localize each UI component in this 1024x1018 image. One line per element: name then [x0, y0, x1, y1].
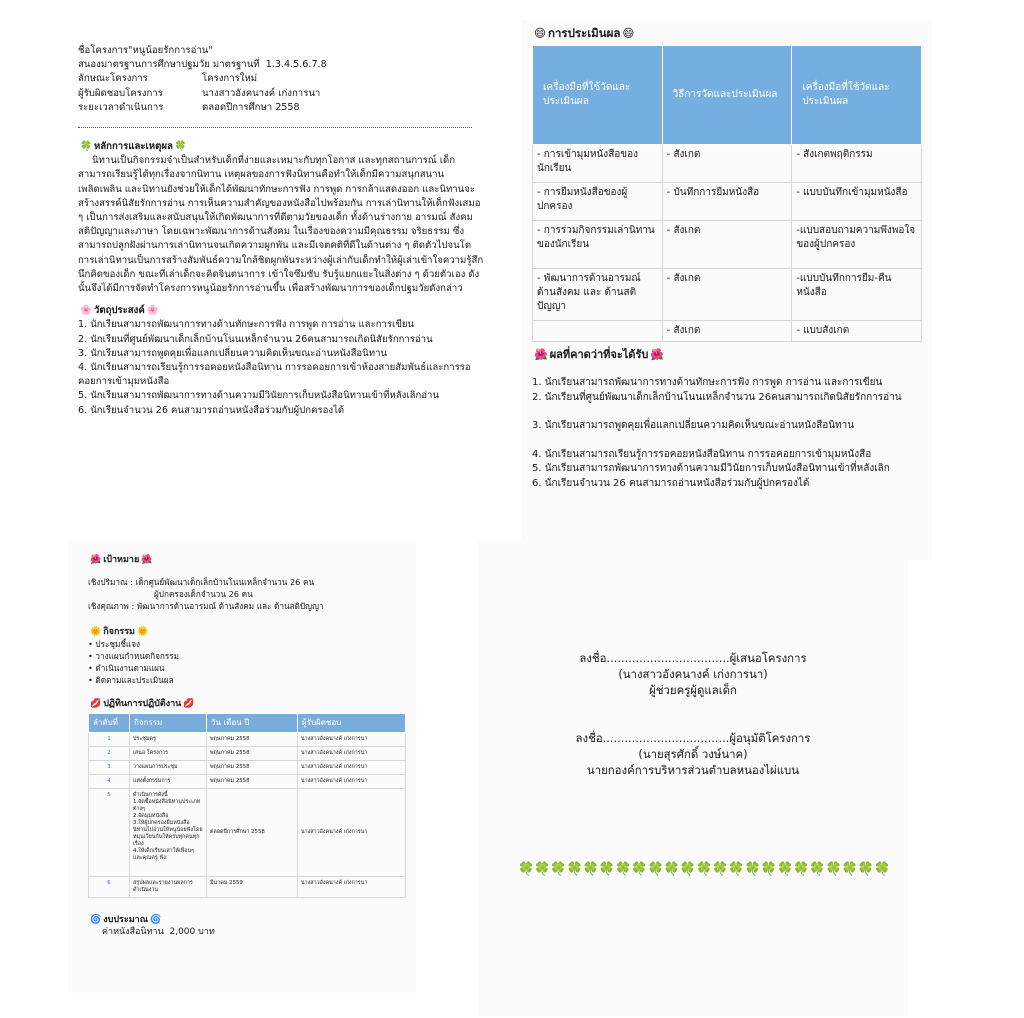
list-item: 1. นักเรียนสามารถพัฒนาการทางด้านทักษะการฟัง การพูด การอ่าน และการเขียน — [78, 319, 415, 331]
dotted-divider — [78, 127, 472, 128]
goals-page — [68, 540, 416, 993]
lips-icon: 💋 — [90, 699, 102, 709]
table-row — [533, 182, 922, 220]
table-cell: - การเข้ามุมหนังสือของนักเรียน — [533, 144, 663, 182]
list-item: 5. นักเรียนสามารถพัฒนาการทางด้านความมีวินัยการเก็บหนังสือนิทานเข้าที่หลังเลิกอ่าน — [78, 390, 440, 402]
smile-icon: 😄 — [622, 26, 635, 40]
evaluation-table — [532, 45, 922, 342]
principle-text: นิทานเป็นกิจกรรมจำเป็นสำหรับเด็กที่ง่ายและเหมาะกับทุกโอกาส และทุกสถานการณ์ เด็กสามารถเรียนรู้ได้ทุกเรื่องจากนิทาน เหตุผลของการฟังนิทานคือทำให้เด็กมีความสนุกสนาน เพลิดเพลิน และนิทานยังช่วยให้เด็กได้พัฒนาทักษะการฟัง การพูด การกล้าแสดงออก และนิทานจะสร้างสรรค์นิสัยรักการอ่าน การเห็นความสำคัญของหนังสือไปพร้อมกัน การเล่านิทานให้เด็กฟังเสมอ ๆ เป็นการส่งเสริมและสนับสนุนให้เกิดพัฒนาการที่ดีตามวัยของเด็ก ทั้งด้านร่างกาย อารมณ์ สังคม สติปัญญาและภาษา โดยเฉพาะพัฒนาการด้านสังคม ในเรื่องของความมีคุณธรรม จริยธรรม ซึ่งสามารถปลูกฝังผ่านการเล่านิทานจนเกิดความผูกพัน และมีเจตคติที่ดีในด้านต่าง ๆ ติดตัวไปจนโต การเล่านิทานเป็นการสร้างสัมพันธ์ความใกล้ชิดผูกพันระหว่างผู้เล่ากับเด็กทำให้ผู้เล่าเข้าใจความรู้สึกนึกคิดของเด็ก ขณะที่เล่าเด็กจะคิดจินตนาการ เข้าใจซึมซับ รับรู้แยกแยะในสิ่งต่าง ๆ ด้วยตัวเอง ดังนั้นจึงได้มีการจัดทำโครงการหนูน้อยรักการอ่านขึ้น เพื่อสร้างพัฒนาการของเด็กปฐมวัยดังกล่าว — [78, 155, 484, 295]
signer-position: นายกองค์การบริหารส่วนตำบลหนองไผ่แบน — [586, 763, 800, 777]
list-item: 4. นักเรียนสามารถเรียนรู้การรอคอยหนังสือนิทาน การรอคอยการเข้าห้องสายสัมพันธ์และการรอคอยการเข้ามุมหนังสือ — [78, 362, 471, 388]
list-item: 2. นักเรียนที่ศูนย์พัฒนาเด็กเล็กบ้านโนนเหล็กจำนวน 26คนสามารถเกิดนิสัยรักการอ่าน — [78, 333, 433, 345]
list-item: 3. นักเรียนสามารถพูดคุยเพื่อแลกเปลี่ยนความคิดเห็นขณะอ่านหนังสือนิทาน — [532, 420, 855, 431]
list-item: 1. นักเรียนสามารถพัฒนาการทางด้านทักษะการฟัง การพูด การอ่าน และการเขียน — [532, 377, 883, 388]
table-row: 3 วางแผนการประชุม พฤษภาคม 2558 นางสาวอังคนางค์ เก่งการนา — [89, 761, 406, 775]
schedule-table — [88, 713, 406, 898]
signature-page — [478, 540, 908, 1016]
hibiscus-icon: 🌺 — [90, 555, 102, 565]
list-item: • ติดตามและประเมินผล — [88, 675, 174, 685]
table-cell: - สังเกตพฤติกรรม — [792, 144, 922, 182]
goal-heading: 🌺 เป้าหมาย 🌺 — [90, 555, 153, 565]
info-row — [78, 44, 488, 58]
activity-heading: 🌞 กิจกรรม 🌞 — [90, 627, 149, 637]
list-item: 6. นักเรียนจำนวน 26 คนสามารถอ่านหนังสือร่วมกับผู้ปกครองได้ — [532, 477, 810, 489]
clover-icon: 🍀 — [174, 141, 187, 153]
goal-quantity: เชิงปริมาณ : เด็กศูนย์พัฒนาเด็กเล็กบ้านโนนเหล็กจำนวน 26 คน — [88, 577, 315, 587]
table-cell — [533, 320, 663, 341]
cyclone-icon: 🌀 — [150, 915, 162, 925]
lips-icon: 💋 — [183, 699, 195, 709]
table-cell: - สังเกต — [662, 220, 792, 268]
smile-icon: 😄 — [534, 26, 546, 40]
table-row: 5 ดำเนินการดังนี้ 1.จัดซื้อหนังสือนิทานประเภทต่างๆ 2.จัดมุมหนังสือ 3.ให้ผู้ปกครองยืมหนังสือนิทานไปอ่านให้หนูน้อยฟังโดยหมุนเวียนกันให้ครบทุกคนทุกเรื่อง 4.ให้เด็กเรียนเล่าให้เพื่อนๆและคุณครู ฟัง ตลอดปีการศึกษา 2558 นางสาวอังคนางค์ เก่งการนา — [89, 789, 406, 877]
table-cell: - พัฒนาการด้านอารมณ์ ด้านสังคม และ ด้านสติปัญญา — [533, 268, 663, 320]
info-value: นางสาวอังคนางค์ เก่งการนา — [202, 87, 321, 99]
table-cell: - บันทึกการยืมหนังสือ — [662, 182, 792, 220]
budget-line: ค่าหนังสือนิทาน 2,000 บาท — [102, 927, 215, 937]
table-cell: - สังเกต — [662, 320, 792, 341]
budget-heading: 🌀 งบประมาณ 🌀 — [90, 915, 162, 925]
signature-line: ลงชื่อ...................................ผู้อนุมัติโครงการ — [575, 731, 811, 745]
info-label: ผู้รับผิดชอบโครงการ — [78, 87, 163, 99]
clover-border: 🍀🍀🍀🍀🍀🍀🍀🍀🍀🍀🍀🍀🍀🍀🍀🍀🍀🍀🍀🍀🍀🍀🍀 — [518, 862, 891, 877]
hibiscus-icon: 🌺 — [650, 347, 665, 361]
approver-signature — [478, 730, 908, 778]
info-value: โครงการใหม่ — [202, 73, 258, 85]
list-item: • ประชุมชี้แจง — [88, 639, 141, 649]
info-label: ชื่อโครงการ"หนูน้อยรักการอ่าน" — [78, 45, 213, 56]
info-label: สนองมาตรฐานการศึกษาปฐมวัย มาตรฐานที่ — [78, 59, 260, 71]
table-row — [533, 320, 922, 341]
list-item: 6. นักเรียนจำนวน 26 คนสามารถอ่านหนังสือร่วมกับผู้ปกครองได้ — [78, 404, 345, 416]
table-cell: - แบบสังเกต — [792, 320, 922, 341]
table-header: ผู้รับผิดชอบ — [297, 714, 405, 733]
table-cell: - แบบบันทึกเข้ามุมหนังสือ — [792, 182, 922, 220]
principle-heading: 🍀 หลักการและเหตุผล 🍀 — [78, 140, 488, 154]
table-row — [533, 144, 922, 182]
table-cell: - สังเกต — [662, 144, 792, 182]
sun-icon: 🌞 — [90, 627, 102, 637]
evaluation-page — [522, 20, 932, 560]
table-row: 6 สรุปผลและรายงานผลการดำเนินงาน มีนาคม 2559 นางสาวอังคนางค์ เก่งการนา — [89, 877, 406, 898]
list-item: 2. นักเรียนที่ศูนย์พัฒนาเด็กเล็กบ้านโนนเหล็กจำนวน 26คนสามารถเกิดนิสัยรักการอ่าน — [532, 391, 902, 403]
table-row — [533, 220, 922, 268]
signer-position: ผู้ช่วยครูผู้ดูแลเด็ก — [649, 683, 737, 697]
results-heading: 🌺 ผลที่คาดว่าที่จะได้รับ 🌺 — [534, 347, 665, 361]
signature-line: ลงชื่อ..................................ผู้เสนอโครงการ — [579, 651, 807, 665]
results-list — [532, 376, 922, 491]
table-row: 1 ประชุมครู พฤษภาคม 2558 นางสาวอังคนางค์ เก่งการนา — [89, 733, 406, 747]
table-cell: - การร่วมกิจกรรมเล่านิทานของนักเรียน — [533, 220, 663, 268]
info-label: ระยะเวลาดำเนินการ — [78, 101, 164, 113]
signer-name: (นางสาวอังคนางค์ เก่งการนา) — [618, 667, 768, 681]
list-item: 3. นักเรียนสามารถพูดคุยเพื่อแลกเปลี่ยนความคิดเห็นขณะอ่านหนังสือนิทาน — [78, 347, 388, 359]
list-item: 4. นักเรียนสามารถเรียนรู้การรอคอยหนังสือนิทาน การรอคอยการเข้ามุมหนังสือ — [532, 448, 872, 460]
goal-quantity-2: ผู้ปกครองเด็กจำนวน 26 คน — [154, 589, 253, 599]
hibiscus-icon: 🌺 — [534, 347, 548, 361]
table-row: 2 เสนอ โครงการ พฤษภาคม 2558 นางสาวอังคนางค์ เก่งการนา — [89, 747, 406, 761]
info-row — [78, 101, 488, 115]
table-header: ลำดับที่ — [89, 714, 130, 733]
table-cell: - การยืมหนังสือของผู้ปกครอง — [533, 182, 663, 220]
list-item: 5. นักเรียนสามารถพัฒนาการทางด้านความมีวินัยการเก็บหนังสือนิทานเข้าที่หลังเลิก — [532, 463, 890, 474]
project-info — [78, 44, 488, 115]
objective-heading: 🌸 วัตถุประสงค์ 🌸 — [78, 304, 488, 318]
info-value: ตลอดปีการศึกษา 2558 — [202, 101, 300, 113]
eval-heading: 😄 การประเมินผล 😄 — [534, 26, 635, 40]
table-cell: -แบบบันทึกการยืม-คืนหนังสือ — [792, 268, 922, 320]
info-row — [78, 87, 488, 101]
table-row: 4 แต่งตั้งกรรมการ พฤษภาคม 2558 นางสาวอังคนางค์ เก่งการนา — [89, 775, 406, 789]
info-row — [78, 72, 488, 86]
cyclone-icon: 🌀 — [90, 915, 102, 925]
objective-list — [78, 318, 488, 417]
signer-name: (นายสุรศักดิ์ วงษ์นาค) — [638, 747, 748, 761]
info-label: ลักษณะโครงการ — [78, 73, 148, 85]
hibiscus-icon: 🌺 — [141, 555, 153, 565]
calendar-heading: 💋 ปฏิทินการปฏิบัติงาน 💋 — [90, 699, 195, 709]
project-intro-page — [44, 30, 500, 518]
info-value: 1.3.4.5.6.7.8 — [265, 59, 327, 71]
sun-icon: 🌞 — [137, 627, 149, 637]
list-item: • ดำเนินงานตามแผน — [88, 663, 165, 673]
list-item: • วางแผนกำหนดกิจกรรม — [88, 651, 180, 661]
table-header: วิธีการวัดและประเมินผล — [662, 45, 792, 144]
table-header: เครื่องมือที่ใช้วัดและประเมินผล — [533, 45, 663, 144]
clover-icon: 🍀 — [80, 141, 92, 153]
table-row — [533, 268, 922, 320]
table-cell: - สังเกต — [662, 268, 792, 320]
flower-icon: 🌸 — [80, 305, 92, 317]
info-row — [78, 58, 488, 72]
table-cell: -แบบสอบถามความพึงพอใจของผู้ปกครอง — [792, 220, 922, 268]
goal-quality: เชิงคุณภาพ : พัฒนาการด้านอารมณ์ ด้านสังคม และ ด้านสติปัญญา — [88, 601, 324, 611]
proposer-signature — [478, 650, 908, 698]
table-header: กิจกรรม — [130, 714, 207, 733]
table-header: เครื่องมือที่ใช้วัดและประเมินผล — [792, 45, 922, 144]
table-header: วัน เดือน ปี — [207, 714, 298, 733]
flower-icon: 🌸 — [146, 305, 159, 317]
